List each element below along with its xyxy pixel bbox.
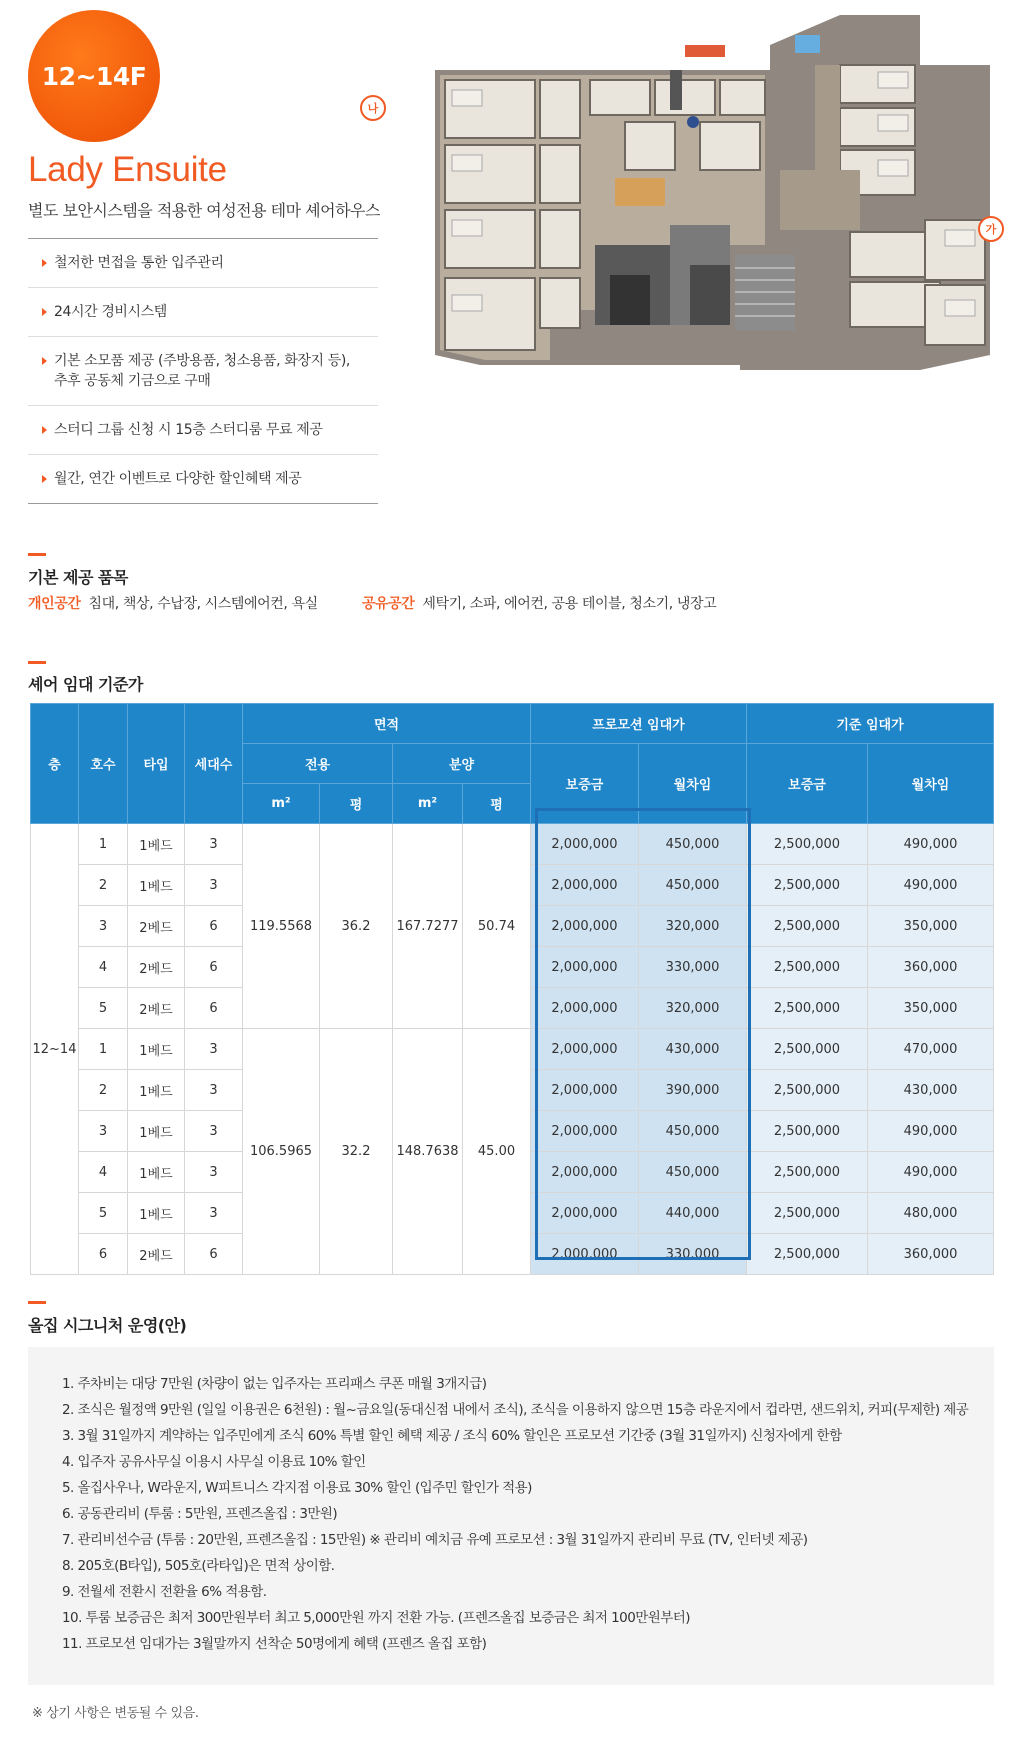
exclusive-sqm-cell: 119.5568 [243,824,320,1029]
feature-item [28,455,378,504]
arrow-icon [42,475,47,483]
feature-item [28,337,378,406]
note-item: 7. 관리비선수금 (투룸 : 20만원, 프렌즈올집 : 15만원) ※ 관리비 예치금 유예 프로모션 : 3월 31일까지 관리비 무료 (TV, 인터넷 제공) [62,1532,808,1548]
sale-pyeong-cell: 45.00 [463,1029,531,1275]
section-accent-bar [28,661,46,664]
base-deposit-cell: 2,500,000 [747,824,868,865]
col-base-deposit: 보증금 [747,744,868,824]
col-sale-sqm: m² [393,784,463,824]
table-row [31,824,994,865]
promo-deposit-cell: 2,000,000 [531,824,639,865]
base-monthly-cell: 480,000 [868,1193,994,1234]
type-cell: 1베드 [128,1193,185,1234]
shared-items: 세탁기, 소파, 에어컨, 공용 테이블, 청소기, 냉장고 [422,596,717,612]
households-cell: 3 [185,1029,243,1070]
room-cell: 1 [79,1029,128,1070]
promo-monthly-cell: 450,000 [639,865,747,906]
room-cell: 2 [79,1070,128,1111]
floor-label: 12~14F [41,61,147,91]
households-cell: 3 [185,1152,243,1193]
base-monthly-cell: 360,000 [868,947,994,988]
promo-deposit-cell: 2,000,000 [531,1193,639,1234]
room-cell: 3 [79,906,128,947]
rent-table [30,703,994,1275]
promo-deposit-cell: 2,000,000 [531,947,639,988]
feature-text: 기본 소모품 제공 (주방용품, 청소용품, 화장지 등), 추후 공동체 기금으로 구매 [54,353,350,389]
room-cell: 6 [79,1234,128,1275]
households-cell: 3 [185,1111,243,1152]
col-base: 기준 임대가 [747,704,994,744]
base-monthly-cell: 430,000 [868,1070,994,1111]
base-deposit-cell: 2,500,000 [747,1234,868,1275]
floor-cell: 12~14 [31,824,79,1275]
private-space [28,596,318,612]
promo-monthly-cell: 330,000 [639,1234,747,1275]
arrow-icon [42,308,47,316]
col-promo-monthly: 월차임 [639,744,747,824]
provided-title: 기본 제공 품목 [28,568,128,587]
sale-sqm-cell: 148.7638 [393,1029,463,1275]
rent-title: 셰어 임대 기준가 [28,675,143,694]
col-exclusive-sqm: m² [243,784,320,824]
arrow-icon [42,259,47,267]
sale-pyeong-cell: 50.74 [463,824,531,1029]
col-exclusive: 전용 [243,744,393,784]
base-monthly-cell: 350,000 [868,906,994,947]
feature-text: 월간, 연간 이벤트로 다양한 할인혜택 제공 [54,471,302,487]
private-label: 개인공간 [28,596,81,612]
promo-monthly-cell: 390,000 [639,1070,747,1111]
promo-monthly-cell: 440,000 [639,1193,747,1234]
room-cell: 4 [79,1152,128,1193]
col-area: 면적 [243,704,531,744]
households-cell: 3 [185,1070,243,1111]
promo-deposit-cell: 2,000,000 [531,1152,639,1193]
exclusive-pyeong-cell: 32.2 [320,1029,393,1275]
feature-text: 철저한 면접을 통한 입주관리 [54,255,224,271]
arrow-icon [42,426,47,434]
sale-sqm-cell: 167.7277 [393,824,463,1029]
section-accent-bar [28,1301,46,1304]
col-base-monthly: 월차임 [868,744,994,824]
room-cell: 2 [79,865,128,906]
promo-monthly-cell: 450,000 [639,824,747,865]
note-item: 8. 205호(B타입), 505호(라타입)은 면적 상이함. [62,1558,335,1574]
note-item: 10. 투룸 보증금은 최저 300만원부터 최고 5,000만원 까지 전환 가능. (프렌즈올집 보증금은 최저 100만원부터) [62,1610,690,1626]
signature-title: 올집 시그니처 운영(안) [28,1316,187,1335]
col-type: 타입 [128,704,185,824]
households-cell: 6 [185,947,243,988]
base-monthly-cell: 490,000 [868,865,994,906]
promo-deposit-cell: 2,000,000 [531,1029,639,1070]
theme-title: Lady Ensuite [28,150,227,189]
note-item: 1. 주차비는 대당 7만원 (차량이 없는 입주자는 프리패스 쿠폰 매월 3개지급) [62,1376,487,1392]
note-item: 5. 올집사우나, W라운지, W피트니스 각지점 이용료 30% 할인 (입주민 할인가 적용) [62,1480,532,1496]
promo-monthly-cell: 320,000 [639,906,747,947]
feature-item [28,288,378,337]
note-item: 9. 전월세 전환시 전환율 6% 적용함. [62,1584,267,1600]
col-sale: 분양 [393,744,531,784]
private-items: 침대, 책상, 수납장, 시스템에어컨, 욕실 [88,596,318,612]
promo-monthly-cell: 450,000 [639,1152,747,1193]
base-deposit-cell: 2,500,000 [747,1152,868,1193]
promo-deposit-cell: 2,000,000 [531,988,639,1029]
room-cell: 1 [79,824,128,865]
note-item: 2. 조식은 월정액 9만원 (일일 이용권은 6천원) : 월~금요일(동대신점 내에서 조식), 조식을 이용하지 않으면 15층 라운지에서 컵라면, 샌드위치, 커피(무제한) 제공 [62,1402,969,1418]
note-item: 11. 프로모션 임대가는 3월말까지 선착순 50명에게 혜택 (프렌즈 올집 포함) [62,1636,487,1652]
base-monthly-cell: 470,000 [868,1029,994,1070]
col-promo: 프로모션 임대가 [531,704,747,744]
promo-deposit-cell: 2,000,000 [531,865,639,906]
floor-badge [28,10,160,142]
type-cell: 2베드 [128,1234,185,1275]
col-sale-pyeong: 평 [463,784,531,824]
promo-monthly-cell: 450,000 [639,1111,747,1152]
households-cell: 6 [185,988,243,1029]
col-floor: 층 [31,704,79,824]
floor-plan [367,10,1000,380]
type-cell: 2베드 [128,906,185,947]
shared-label: 공유공간 [361,596,415,612]
base-deposit-cell: 2,500,000 [747,1111,868,1152]
base-deposit-cell: 2,500,000 [747,988,868,1029]
households-cell: 3 [185,865,243,906]
note-item: 4. 입주자 공유사무실 이용시 사무실 이용료 10% 할인 [62,1454,366,1470]
exclusive-pyeong-cell: 36.2 [320,824,393,1029]
theme-subtitle: 별도 보안시스템을 적용한 여성전용 테마 셰어하우스 [28,201,380,220]
promo-deposit-cell: 2,000,000 [531,1111,639,1152]
floor-marker-na: 나 [360,95,386,121]
households-cell: 6 [185,1234,243,1275]
note-item: 3. 3월 31일까지 계약하는 입주민에게 조식 60% 특별 할인 혜택 제공 / 조식 60% 할인은 프로모션 기간중 (3월 31일까지) 신청자에게 한함 [62,1428,842,1444]
promo-deposit-cell: 2,000,000 [531,906,639,947]
type-cell: 1베드 [128,1152,185,1193]
base-monthly-cell: 360,000 [868,1234,994,1275]
type-cell: 1베드 [128,1111,185,1152]
households-cell: 3 [185,824,243,865]
table-row [31,1029,994,1070]
households-cell: 6 [185,906,243,947]
type-cell: 1베드 [128,865,185,906]
type-cell: 1베드 [128,824,185,865]
room-cell: 3 [79,1111,128,1152]
col-room: 호수 [79,704,128,824]
base-deposit-cell: 2,500,000 [747,865,868,906]
households-cell: 3 [185,1193,243,1234]
col-promo-deposit: 보증금 [531,744,639,824]
note-item: 6. 공동관리비 (투룸 : 5만원, 프렌즈올집 : 3만원) [62,1506,338,1522]
type-cell: 2베드 [128,947,185,988]
arrow-icon [42,357,47,365]
feature-text: 스터디 그룹 신청 시 15층 스터디룸 무료 제공 [54,422,323,438]
type-cell: 1베드 [128,1029,185,1070]
promo-monthly-cell: 330,000 [639,947,747,988]
room-cell: 5 [79,1193,128,1234]
room-cell: 5 [79,988,128,1029]
feature-text: 24시간 경비시스템 [54,304,167,320]
promo-monthly-cell: 320,000 [639,988,747,1029]
base-monthly-cell: 490,000 [868,1152,994,1193]
signature-notes [28,1347,994,1685]
room-cell: 4 [79,947,128,988]
base-deposit-cell: 2,500,000 [747,1070,868,1111]
floor-marker-ga: 가 [978,216,1004,242]
base-deposit-cell: 2,500,000 [747,947,868,988]
footnote: ※ 상기 사항은 변동될 수 있음. [32,1706,199,1721]
promo-deposit-cell: 2,000,000 [531,1234,639,1275]
base-monthly-cell: 490,000 [868,824,994,865]
base-monthly-cell: 350,000 [868,988,994,1029]
feature-item [28,406,378,455]
type-cell: 1베드 [128,1070,185,1111]
base-deposit-cell: 2,500,000 [747,906,868,947]
feature-item [28,239,378,288]
exclusive-sqm-cell: 106.5965 [243,1029,320,1275]
base-deposit-cell: 2,500,000 [747,1193,868,1234]
provided-items [28,593,756,613]
col-exclusive-pyeong: 평 [320,784,393,824]
feature-list [28,238,378,504]
base-monthly-cell: 490,000 [868,1111,994,1152]
col-households: 세대수 [185,704,243,824]
floor-plan-image [400,10,1000,380]
section-accent-bar [28,553,46,556]
base-deposit-cell: 2,500,000 [747,1029,868,1070]
promo-monthly-cell: 430,000 [639,1029,747,1070]
shared-space [362,596,716,612]
type-cell: 2베드 [128,988,185,1029]
promo-deposit-cell: 2,000,000 [531,1070,639,1111]
